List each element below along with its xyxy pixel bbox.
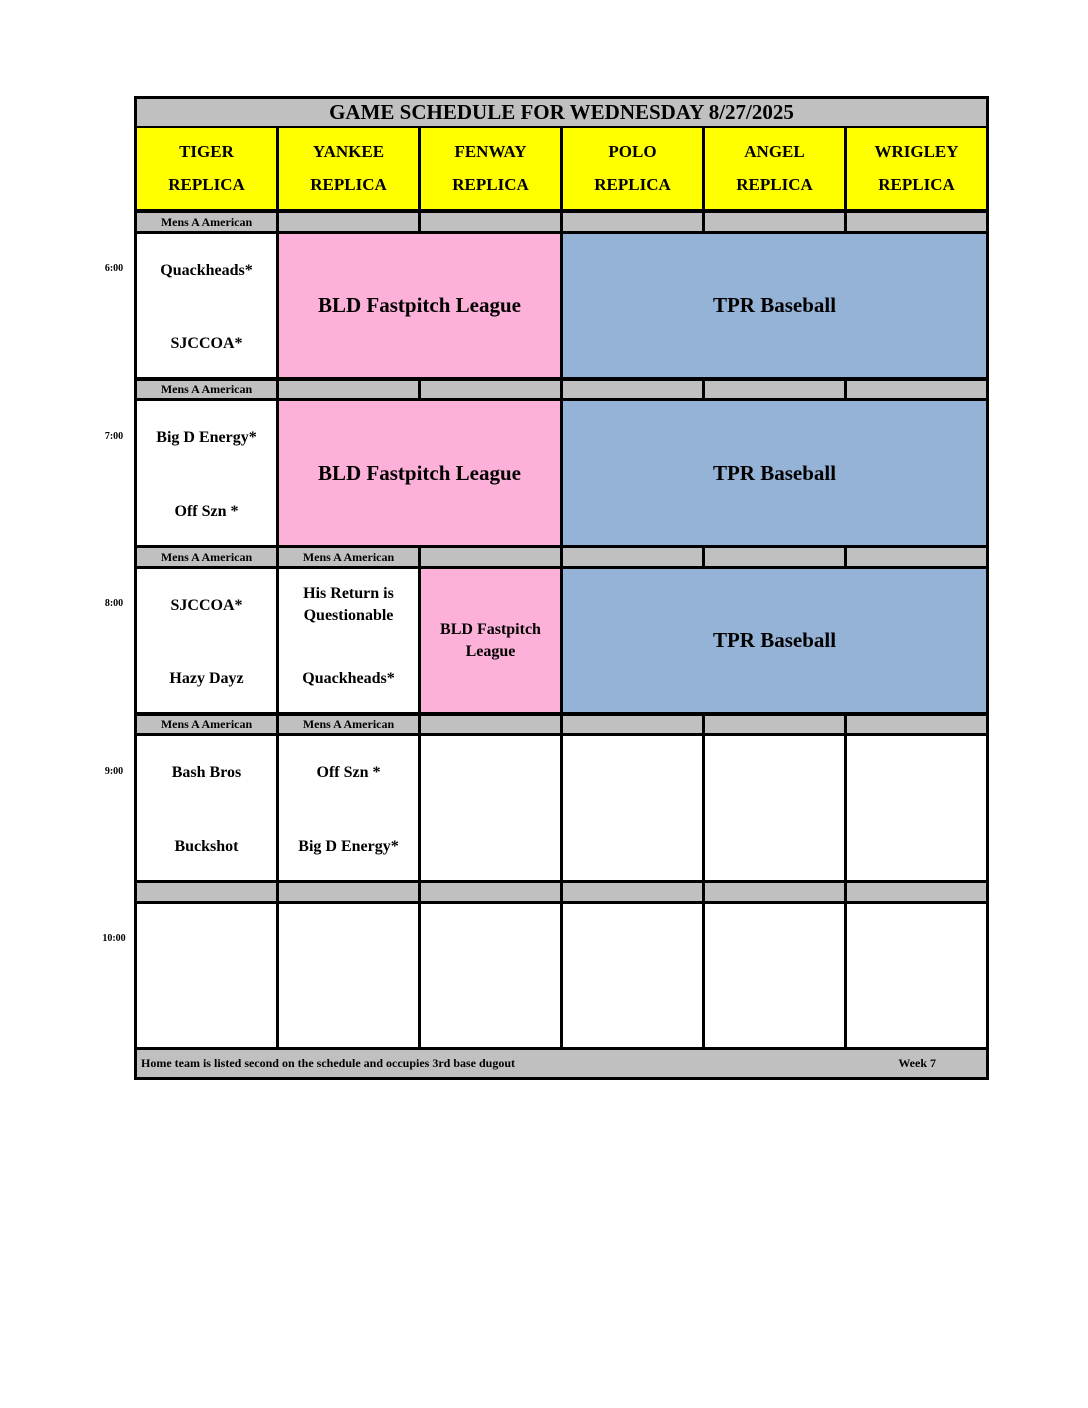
- division-label-empty: [421, 716, 560, 733]
- field-header-angel: [705, 128, 844, 209]
- field-name: YANKEE: [312, 142, 385, 162]
- time-8pm: 8:00: [104, 598, 124, 609]
- field-header-polo: [563, 128, 702, 209]
- division-label-empty: [563, 883, 702, 901]
- game-cell-yankee-9pm: [279, 736, 418, 880]
- time-6pm: 6:00: [104, 263, 124, 274]
- field-header-yankee: [279, 128, 418, 209]
- division-label-empty: [563, 213, 702, 231]
- away-team: Big D Energy*: [156, 429, 257, 446]
- home-team: SJCCOA*: [170, 335, 243, 352]
- division-label-empty: [279, 381, 418, 398]
- bld-rental-7pm: BLD Fastpitch League: [279, 401, 560, 545]
- division-label-empty: [421, 548, 560, 566]
- field-sub: REPLICA: [310, 174, 387, 194]
- division-label-empty: [705, 381, 844, 398]
- field-name: POLO: [608, 142, 657, 162]
- bld-rental-6pm: BLD Fastpitch League: [279, 234, 560, 377]
- division-label-empty: [563, 381, 702, 398]
- game-cell-tiger-9pm: [137, 736, 276, 880]
- schedule-table: [134, 96, 989, 1080]
- field-name: WRIGLEY: [874, 142, 959, 162]
- away-team: His Return is Questionable: [303, 585, 394, 624]
- time-10pm: 10:00: [102, 933, 126, 944]
- division-label-empty: [421, 883, 560, 901]
- division-label-empty: [847, 883, 986, 901]
- game-cell-tiger-8pm: [137, 569, 276, 712]
- empty-slot: [137, 904, 276, 1047]
- home-team: Quackheads*: [302, 670, 395, 687]
- empty-slot: [705, 736, 844, 880]
- division-label-empty: [279, 213, 418, 231]
- field-header-fenway: [421, 128, 560, 209]
- away-team: Off Szn *: [316, 764, 381, 781]
- division-label-empty: [705, 213, 844, 231]
- home-team: Big D Energy*: [298, 838, 399, 855]
- field-name: ANGEL: [744, 142, 805, 162]
- empty-slot: [847, 736, 986, 880]
- division-label-empty: [421, 213, 560, 231]
- empty-slot: [421, 904, 560, 1047]
- division-label-empty: [563, 716, 702, 733]
- schedule-title: GAME SCHEDULE FOR WEDNESDAY 8/27/2025: [137, 99, 986, 126]
- division-label: Mens A American: [279, 548, 418, 566]
- division-label-empty: [563, 548, 702, 566]
- game-cell-yankee-8pm: [279, 569, 418, 712]
- tpr-rental-7pm: TPR Baseball: [563, 401, 986, 545]
- week-label: Week 7: [898, 1056, 936, 1070]
- home-team: Buckshot: [174, 838, 239, 855]
- bld-rental-8pm: BLD Fastpitch League: [421, 569, 560, 712]
- division-label-empty: [705, 548, 844, 566]
- game-cell-tiger-6pm: [137, 234, 276, 377]
- tpr-rental-6pm: TPR Baseball: [563, 234, 986, 377]
- field-name: TIGER: [179, 142, 234, 162]
- division-label-empty: [705, 883, 844, 901]
- division-label: Mens A American: [137, 381, 276, 398]
- division-label-empty: [847, 213, 986, 231]
- game-cell-tiger-7pm: [137, 401, 276, 545]
- division-label-empty: [705, 716, 844, 733]
- field-sub: REPLICA: [452, 174, 529, 194]
- field-sub: REPLICA: [168, 174, 245, 194]
- field-sub: REPLICA: [878, 174, 955, 194]
- field-sub: REPLICA: [594, 174, 671, 194]
- tpr-rental-8pm: TPR Baseball: [563, 569, 986, 712]
- away-team: SJCCOA*: [170, 597, 243, 614]
- division-label: Mens A American: [279, 716, 418, 733]
- empty-slot: [279, 904, 418, 1047]
- empty-slot: [421, 736, 560, 880]
- field-header-wrigley: [847, 128, 986, 209]
- division-label-empty: [847, 548, 986, 566]
- time-7pm: 7:00: [104, 431, 124, 442]
- away-team: Quackheads*: [160, 262, 253, 279]
- division-label-empty: [137, 883, 276, 901]
- empty-slot: [847, 904, 986, 1047]
- home-team: Hazy Dayz: [169, 670, 244, 687]
- home-team: Off Szn *: [174, 503, 239, 520]
- field-header-tiger: [137, 128, 276, 209]
- time-9pm: 9:00: [104, 766, 124, 777]
- field-sub: REPLICA: [736, 174, 813, 194]
- division-label: Mens A American: [137, 716, 276, 733]
- division-label: Mens A American: [137, 548, 276, 566]
- division-label-empty: [847, 381, 986, 398]
- empty-slot: [563, 904, 702, 1047]
- schedule-footer: [137, 1050, 986, 1077]
- empty-slot: [705, 904, 844, 1047]
- division-label: Mens A American: [137, 213, 276, 231]
- home-team-note: Home team is listed second on the schedule and occupies 3rd base dugout: [141, 1056, 516, 1070]
- empty-slot: [563, 736, 702, 880]
- division-label-empty: [279, 883, 418, 901]
- division-label-empty: [847, 716, 986, 733]
- away-team: Bash Bros: [171, 764, 242, 781]
- division-label-empty: [421, 381, 560, 398]
- field-name: FENWAY: [454, 142, 527, 162]
